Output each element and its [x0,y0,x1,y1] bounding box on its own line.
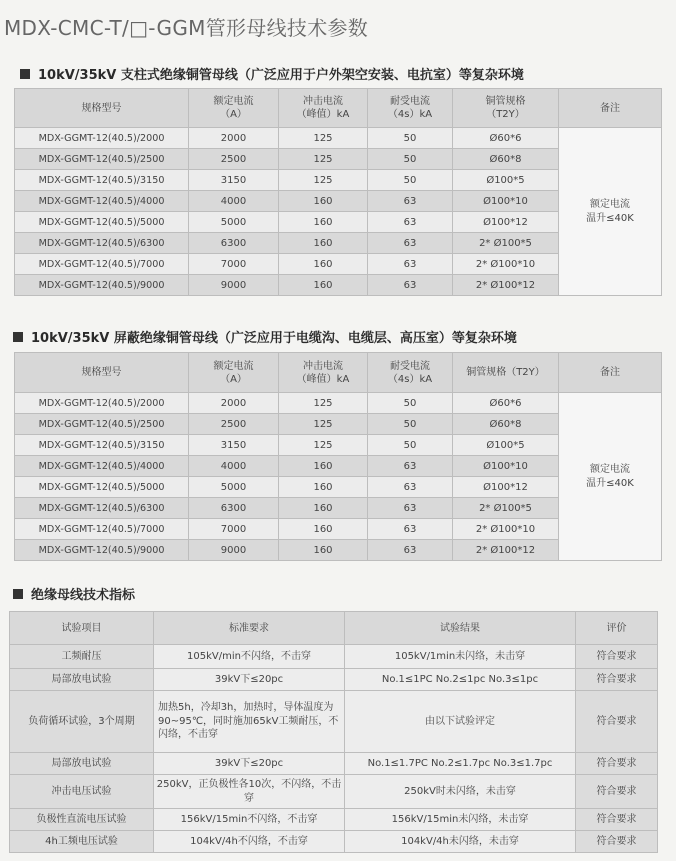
table-row [10,645,658,669]
table-cell: 160 [279,519,368,540]
header-cell [154,612,345,645]
header-label: 铜管规格 （T2Y） [485,96,526,120]
section-title-3-text: 绝缘母线技术指标 [31,588,136,603]
header-cell [559,89,662,128]
table-row [15,128,662,149]
header-label: 额定电流 （A） [213,360,254,385]
table-cell: 2000 [189,393,279,414]
note-text: 额定电流 温升≤40K [586,198,634,224]
table-cell: 160 [279,212,368,233]
header-cell [368,353,453,393]
table-cell: 2* Ø100*10 [453,519,559,540]
square-bullet-icon [20,69,30,79]
table-header-row [15,353,662,393]
header-cell [189,353,279,393]
header-label: 冲击电流 （峰值）kA [296,360,350,385]
header-cell [368,89,453,128]
table-cell: 4000 [189,191,279,212]
header-cell [15,353,189,393]
table-cell: MDX-GGMT-12(40.5)/6300 [15,498,189,519]
table-cell: 125 [279,393,368,414]
header-cell [559,353,662,393]
header-label: 耐受电流 （4s）kA [387,96,433,120]
table-cell: 符合要求 [576,645,658,669]
table-cell: 63 [368,254,453,275]
header-label: 备注 [600,102,620,114]
table-cell: 160 [279,275,368,296]
table-cell: 105kV/min不闪络，不击穿 [154,645,345,669]
header-cell [189,89,279,128]
header-label: 备注 [600,367,620,378]
table-cell: 6300 [189,498,279,519]
table-cell: 125 [279,435,368,456]
table-cell: 符合要求 [576,831,658,853]
table-cell: 50 [368,149,453,170]
note-cell [559,393,662,561]
table-cell: 2* Ø100*5 [453,233,559,254]
header-cell [453,353,559,393]
table-cell: 63 [368,519,453,540]
table-cell: 2500 [189,414,279,435]
table-cell: MDX-GGMT-12(40.5)/2000 [15,393,189,414]
section-title-1-text: 10kV/35kV 支柱式绝缘铜管母线（广泛应用于户外架空安装、电抗室）等复杂环境 [38,68,524,83]
page-title: MDX-CMC-T/□-GGM管形母线技术参数 [4,16,369,40]
table-cell: 250kV时未闪络，未击穿 [345,775,576,809]
table-cell: 由以下试验评定 [345,691,576,753]
table-cell: 63 [368,498,453,519]
table-cell: 50 [368,435,453,456]
header-cell [453,89,559,128]
table-row [10,775,658,809]
table-cell: MDX-GGMT-12(40.5)/4000 [15,191,189,212]
note-text: 额定电流 温升≤40K [586,463,634,489]
table-cell: 63 [368,540,453,561]
table-cell: 加热5h，冷却3h，加热时，导体温度为90~95℃，同时施加65kV工频耐压，不闪络，不击穿 [154,691,345,753]
table-cell: 63 [368,456,453,477]
section-title-3 [13,584,135,603]
table-cell: 50 [368,128,453,149]
header-cell [576,612,658,645]
table-cell: 63 [368,477,453,498]
table-cell: 160 [279,254,368,275]
table-row [10,831,658,853]
table-row [10,753,658,775]
header-cell [10,612,154,645]
table-cell: 125 [279,170,368,191]
table-cell: MDX-GGMT-12(40.5)/9000 [15,275,189,296]
table-cell: Ø60*8 [453,149,559,170]
table-cell: 符合要求 [576,775,658,809]
table-cell: Ø60*8 [453,414,559,435]
note-cell [559,128,662,296]
table-header-row [10,612,658,645]
table-cell: Ø100*12 [453,212,559,233]
table-cell: 负荷循环试验，3个周期 [10,691,154,753]
table-cell: 156kV/15min未闪络，未击穿 [345,809,576,831]
table-cell: MDX-GGMT-12(40.5)/2500 [15,414,189,435]
table-cell: 125 [279,149,368,170]
header-label: 额定电流 （A） [213,96,254,120]
table-cell: 3150 [189,435,279,456]
table-cell: 160 [279,477,368,498]
table-cell: 负极性直流电压试验 [10,809,154,831]
table-cell: 2* Ø100*12 [453,540,559,561]
header-cell [279,89,368,128]
header-label: 试验结果 [440,622,480,634]
section-title-1 [20,64,524,83]
table-cell: 5000 [189,212,279,233]
table-cell: 4h工频电压试验 [10,831,154,853]
table-cell: MDX-GGMT-12(40.5)/6300 [15,233,189,254]
table-cell: MDX-GGMT-12(40.5)/2500 [15,149,189,170]
table-cell: Ø100*5 [453,435,559,456]
table-cell: 39kV下≤20pc [154,753,345,775]
table-cell: MDX-GGMT-12(40.5)/5000 [15,212,189,233]
table-cell: MDX-GGMT-12(40.5)/7000 [15,519,189,540]
square-bullet-icon [13,332,23,342]
table-cell: 63 [368,191,453,212]
table-cell: No.1≤1PC No.2≤1pc No.3≤1pc [345,669,576,691]
table-cell: Ø100*12 [453,477,559,498]
table-cell: 104kV/4h不闪络，不击穿 [154,831,345,853]
table-cell: 63 [368,212,453,233]
table-cell: Ø60*6 [453,393,559,414]
spec-table-2 [14,352,662,561]
table-cell: 局部放电试验 [10,669,154,691]
header-label: 耐受电流 （4s）kA [387,360,433,385]
header-label: 标准要求 [229,622,269,634]
table-row [10,691,658,753]
table-cell: 符合要求 [576,691,658,753]
section-title-2 [13,327,517,346]
table-cell: 50 [368,170,453,191]
table-cell: No.1≤1.7PC No.2≤1.7pc No.3≤1.7pc [345,753,576,775]
table-cell: 3150 [189,170,279,191]
table-cell: 160 [279,233,368,254]
table-cell: 7000 [189,519,279,540]
table-row [10,809,658,831]
table-cell: MDX-GGMT-12(40.5)/4000 [15,456,189,477]
header-label: 试验项目 [61,622,102,634]
header-cell [15,89,189,128]
table-cell: 4000 [189,456,279,477]
table-cell: 9000 [189,540,279,561]
table-cell: 50 [368,393,453,414]
table-cell: Ø100*10 [453,456,559,477]
header-label: 规格型号 [81,102,122,114]
table-cell: 6300 [189,233,279,254]
table-row [10,669,658,691]
header-label: 冲击电流 （峰值）kA [296,96,350,120]
section-title-2-text: 10kV/35kV 屏蔽绝缘铜管母线（广泛应用于电缆沟、电缆层、高压室）等复杂环境 [31,331,517,346]
table-header-row [15,89,662,128]
table-cell: 2* Ø100*12 [453,275,559,296]
table-cell: 125 [279,128,368,149]
table-cell: 104kV/4h未闪络，未击穿 [345,831,576,853]
table-cell: 符合要求 [576,809,658,831]
table-cell: 9000 [189,275,279,296]
test-results-table [9,611,658,853]
table-cell: 160 [279,191,368,212]
table-cell: 125 [279,414,368,435]
square-bullet-icon [13,589,23,599]
table-cell: 160 [279,456,368,477]
table-cell: Ø60*6 [453,128,559,149]
table-cell: Ø100*5 [453,170,559,191]
table-cell: 7000 [189,254,279,275]
table-cell: 冲击电压试验 [10,775,154,809]
table-cell: Ø100*10 [453,191,559,212]
header-label: 铜管规格（T2Y） [466,367,545,378]
table-cell: 160 [279,498,368,519]
header-label: 规格型号 [81,367,122,378]
table-cell: 160 [279,540,368,561]
table-cell: 156kV/15min不闪络，不击穿 [154,809,345,831]
table-cell: MDX-GGMT-12(40.5)/3150 [15,435,189,456]
table-cell: 符合要求 [576,669,658,691]
table-row [15,393,662,414]
table-cell: MDX-GGMT-12(40.5)/3150 [15,170,189,191]
table-cell: 局部放电试验 [10,753,154,775]
table-cell: 105kV/1min未闪络，未击穿 [345,645,576,669]
table-cell: 63 [368,233,453,254]
spec-table-1 [14,88,662,296]
table-cell: 5000 [189,477,279,498]
table-cell: 63 [368,275,453,296]
table-cell: MDX-GGMT-12(40.5)/5000 [15,477,189,498]
table-cell: 39kV下≤20pc [154,669,345,691]
table-cell: MDX-GGMT-12(40.5)/2000 [15,128,189,149]
table-cell: 2000 [189,128,279,149]
table-cell: MDX-GGMT-12(40.5)/7000 [15,254,189,275]
header-label: 评价 [606,622,627,634]
table-cell: 2* Ø100*5 [453,498,559,519]
table-cell: 50 [368,414,453,435]
table-cell: MDX-GGMT-12(40.5)/9000 [15,540,189,561]
table-cell: 工频耐压 [10,645,154,669]
header-cell [279,353,368,393]
table-cell: 2500 [189,149,279,170]
table-cell: 符合要求 [576,753,658,775]
table-cell: 2* Ø100*10 [453,254,559,275]
table-cell: 250kV，正负极性各10次，不闪络，不击穿 [154,775,345,809]
header-cell [345,612,576,645]
